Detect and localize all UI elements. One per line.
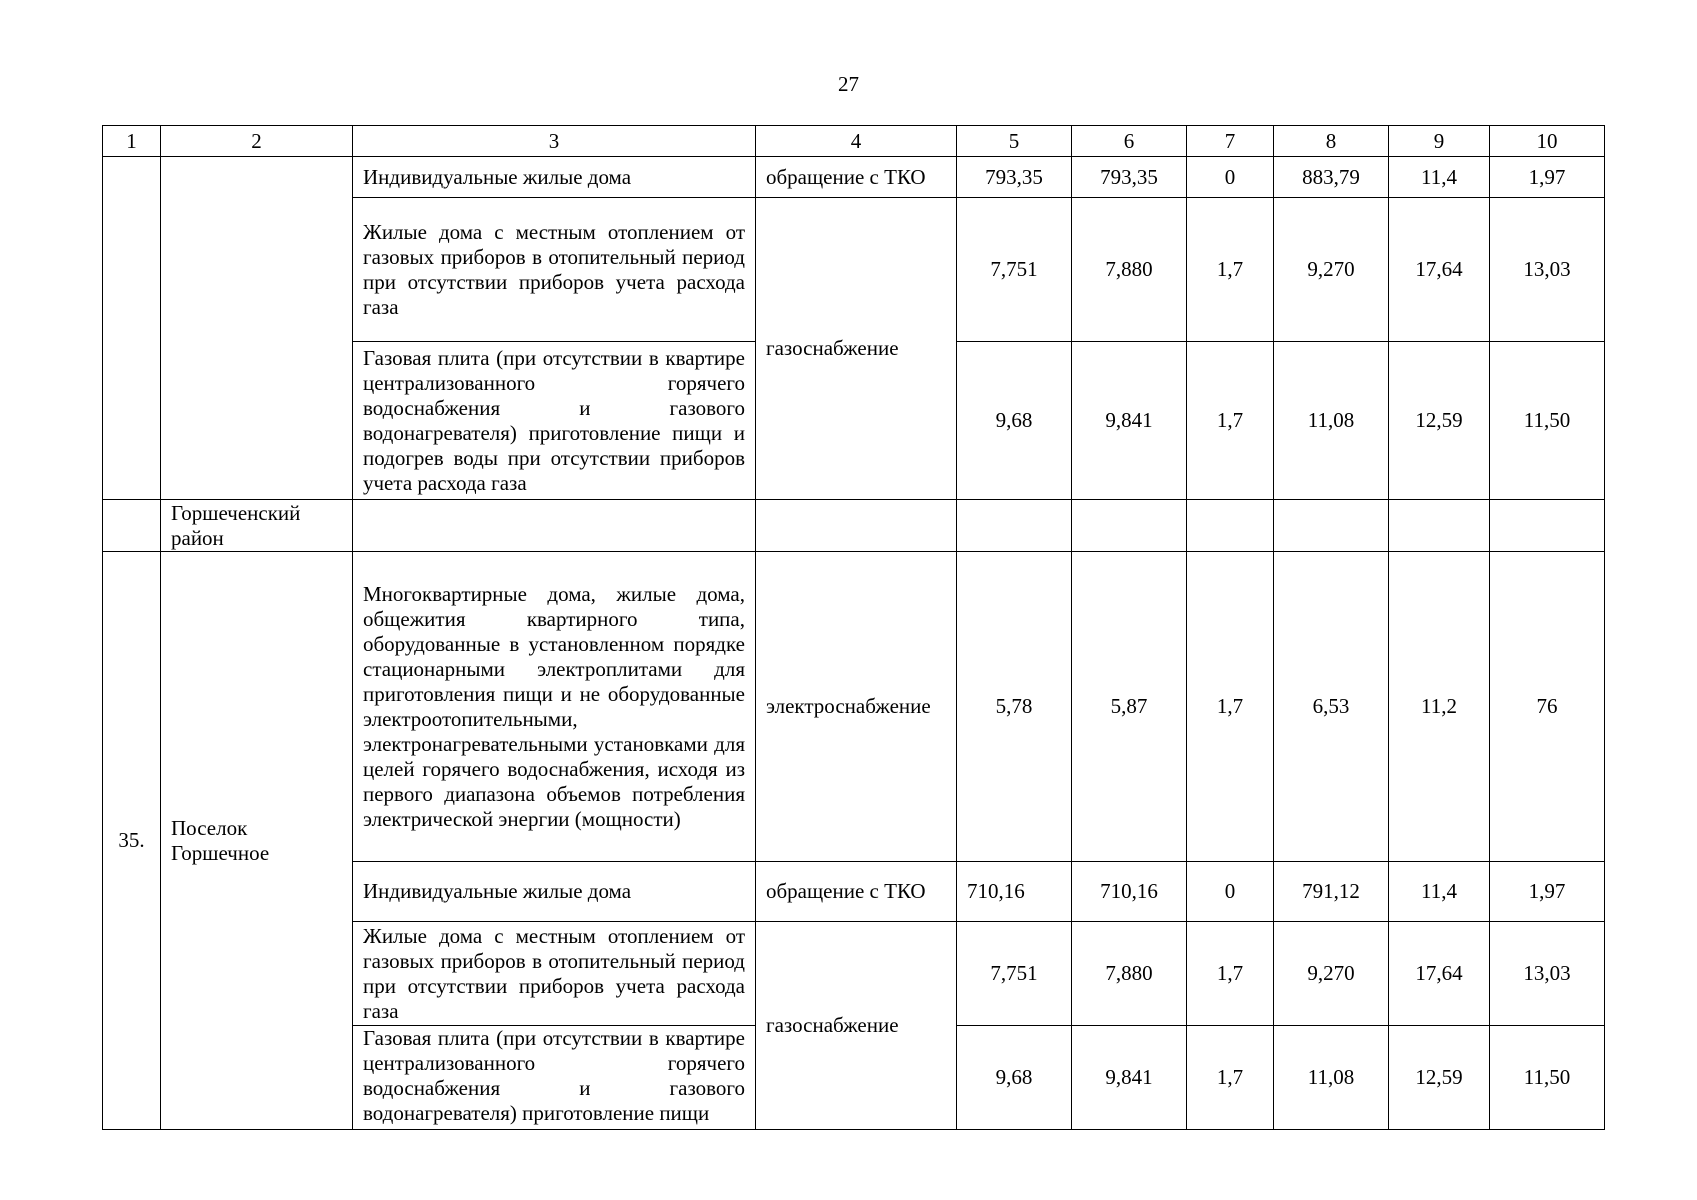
value-cell: 7,751	[957, 198, 1072, 342]
value-cell: 11,08	[1274, 342, 1389, 500]
row-number-cell: 35.	[103, 552, 161, 1130]
service-cell: газоснабжение	[756, 922, 957, 1130]
value-cell: 11,50	[1490, 1026, 1605, 1130]
value-cell: 9,270	[1274, 198, 1389, 342]
value-cell: 9,841	[1072, 342, 1187, 500]
value-cell: 5,78	[957, 552, 1072, 862]
header-row	[103, 126, 1605, 157]
tariff-table	[102, 125, 1605, 1130]
service-cell: электроснабжение	[756, 552, 957, 862]
district-row	[103, 500, 1605, 552]
value-cell: 7,880	[1072, 922, 1187, 1026]
value-cell: 9,68	[957, 342, 1072, 500]
value-cell: 1,97	[1490, 157, 1605, 198]
value-cell: 1,97	[1490, 862, 1605, 922]
value-cell: 13,03	[1490, 198, 1605, 342]
value-cell: 11,2	[1389, 552, 1490, 862]
value-cell: 9,68	[957, 1026, 1072, 1130]
description-cell: Жилые дома с местным отоплением от газовых приборов в отопительный период при отсутствии приборов учета расхода газа	[353, 198, 756, 342]
value-cell: 9,841	[1072, 1026, 1187, 1130]
description-cell: Жилые дома с местным отоплением от газовых приборов в отопительный период при отсутствии приборов учета расхода газа	[353, 922, 756, 1026]
page-number: 27	[838, 72, 859, 96]
value-cell: 793,35	[1072, 157, 1187, 198]
value-cell: 791,12	[1274, 862, 1389, 922]
value-cell: 12,59	[1389, 342, 1490, 500]
col-header: 10	[1490, 126, 1605, 157]
empty-cell	[957, 500, 1072, 552]
service-cell: газоснабжение	[756, 198, 957, 500]
value-cell: 883,79	[1274, 157, 1389, 198]
value-cell: 11,08	[1274, 1026, 1389, 1130]
col-header: 1	[103, 126, 161, 157]
col-header: 2	[161, 126, 353, 157]
empty-cell	[353, 500, 756, 552]
col-header: 4	[756, 126, 957, 157]
empty-cell	[1389, 500, 1490, 552]
value-cell: 1,7	[1187, 342, 1274, 500]
row-number-cell	[103, 500, 161, 552]
value-cell: 6,53	[1274, 552, 1389, 862]
value-cell: 17,64	[1389, 922, 1490, 1026]
value-cell: 0	[1187, 862, 1274, 922]
table-row	[103, 157, 1605, 198]
col-header: 8	[1274, 126, 1389, 157]
value-cell: 1,7	[1187, 198, 1274, 342]
col-header: 9	[1389, 126, 1490, 157]
value-cell: 710,16	[1072, 862, 1187, 922]
value-cell: 7,751	[957, 922, 1072, 1026]
col-header: 7	[1187, 126, 1274, 157]
value-cell: 1,7	[1187, 1026, 1274, 1130]
settlement-cell: Поселок Горшечное	[161, 552, 353, 1130]
value-cell: 11,4	[1389, 157, 1490, 198]
value-cell: 1,7	[1187, 552, 1274, 862]
row-number-cell	[103, 157, 161, 500]
value-cell: 12,59	[1389, 1026, 1490, 1130]
value-cell: 7,880	[1072, 198, 1187, 342]
description-cell: Газовая плита (при отсутствии в квартире централизованного горячего водоснабжения и газового водонагревателя) приготовление пищи и подогрев воды при отсутствии приборов учета расхода газа	[353, 342, 756, 500]
service-cell: обращение с ТКО	[756, 862, 957, 922]
value-cell: 793,35	[957, 157, 1072, 198]
col-header: 6	[1072, 126, 1187, 157]
col-header: 3	[353, 126, 756, 157]
value-cell: 1,7	[1187, 922, 1274, 1026]
value-cell: 11,4	[1389, 862, 1490, 922]
value-cell: 13,03	[1490, 922, 1605, 1026]
empty-cell	[1490, 500, 1605, 552]
value-cell: 710,16	[957, 862, 1072, 922]
empty-cell	[1187, 500, 1274, 552]
value-cell: 76	[1490, 552, 1605, 862]
description-cell: Многоквартирные дома, жилые дома, общежития квартирного типа, оборудованные в установленном порядке стационарными электроплитами для приготовления пищи и не оборудованные электроотопительными, электронагревательными установками для целей горячего водоснабжения, исходя из первого диапазона объемов потребления электрической энергии (мощности)	[353, 552, 756, 862]
description-cell: Индивидуальные жилые дома	[353, 157, 756, 198]
value-cell: 17,64	[1389, 198, 1490, 342]
settlement-cell	[161, 157, 353, 500]
col-header: 5	[957, 126, 1072, 157]
table-row	[103, 552, 1605, 862]
description-cell	[353, 1026, 756, 1130]
service-cell: обращение с ТКО	[756, 157, 957, 198]
description-text: Газовая плита (при отсутствии в квартире централизованного горячего водоснабжения и газового водонагревателя) приготовление пищи	[363, 1026, 745, 1125]
district-cell: Горшеченский район	[161, 500, 353, 552]
value-cell: 0	[1187, 157, 1274, 198]
value-cell: 5,87	[1072, 552, 1187, 862]
empty-cell	[1072, 500, 1187, 552]
description-cell: Индивидуальные жилые дома	[353, 862, 756, 922]
empty-cell	[1274, 500, 1389, 552]
empty-cell	[756, 500, 957, 552]
value-cell: 11,50	[1490, 342, 1605, 500]
value-cell: 9,270	[1274, 922, 1389, 1026]
